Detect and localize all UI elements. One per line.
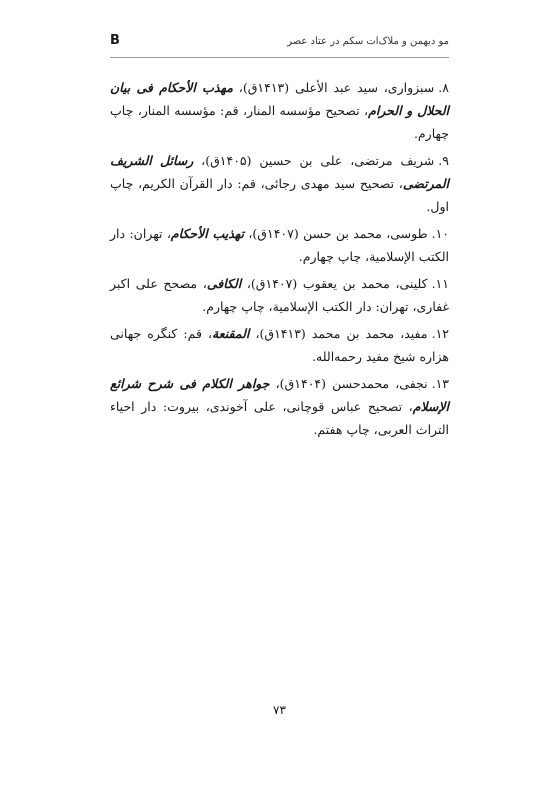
reference-number: ۱۱. — [431, 276, 449, 291]
reference-item — [110, 222, 449, 268]
reference-publication: ، مصحح علی اکبر غفاری، تهران: دار الکتب الإسلامیة، چاپ چهارم. — [110, 276, 449, 314]
running-title: مو دیهمن و ملاک‌ات سکم در عتاد عصر — [287, 36, 449, 47]
reference-item — [110, 149, 449, 218]
reference-publication: ، تهران: دار الکتب الإسلامیة، چاپ چهارم. — [110, 226, 449, 264]
reference-title: جواهر الکلام فی شرح شرائع الإسلام — [110, 376, 449, 414]
reference-publication: ، تصحیح عباس قوچانی، علی آخوندی، بیروت: دار احیاء التراث العربی، چاپ هفتم. — [110, 399, 449, 437]
reference-title: المقنعة — [212, 326, 250, 341]
reference-title: مهذب الأحکام فی بیان الحلال و الحرام — [110, 80, 449, 118]
reference-publication: ، قم: کنگره جهانی هزاره شیخ مفید رحمه‌الله. — [110, 326, 449, 364]
header-mark: B — [110, 33, 120, 48]
reference-number: ۱۲. — [431, 326, 449, 341]
reference-author-date: کلینی، محمد بن یعقوب (۱۴۰۷ق)، — [241, 276, 428, 291]
reference-item — [110, 322, 449, 368]
header-divider — [110, 57, 449, 58]
reference-number: ۹. — [438, 153, 449, 168]
reference-item — [110, 272, 449, 318]
reference-item — [110, 372, 449, 441]
reference-list — [110, 76, 449, 445]
page-number: ۷۳ — [273, 703, 286, 717]
reference-number: ۱۰. — [431, 226, 449, 241]
reference-title: تهذیب الأحکام — [170, 226, 244, 241]
reference-title: الکافی — [206, 276, 242, 291]
reference-author-date: سبزواری، سید عبد الأعلی (۱۴۱۳ق)، — [232, 80, 435, 95]
reference-author-date: شریف مرتضی، علی بن حسین (۱۴۰۵ق)، — [193, 153, 435, 168]
reference-title: رسائل الشریف المرتضی — [110, 153, 449, 191]
page-header — [110, 33, 449, 56]
reference-item — [110, 76, 449, 145]
reference-publication: ، تصحیح سید مهدی رجائی، قم: دار القرآن الکریم، چاپ اول. — [110, 176, 449, 214]
reference-author-date: نجفی، محمدحسن (۱۴۰۴ق)، — [269, 376, 428, 391]
reference-author-date: طوسی، محمد بن حسن (۱۴۰۷ق)، — [244, 226, 428, 241]
reference-number: ۸. — [438, 80, 449, 95]
reference-publication: ، تصحیح مؤسسه المنار، قم: مؤسسه المنار، چاپ چهارم. — [110, 103, 449, 141]
reference-number: ۱۳. — [431, 376, 450, 391]
reference-author-date: مفید، محمد بن محمد (۱۴۱۳ق)، — [249, 326, 428, 341]
